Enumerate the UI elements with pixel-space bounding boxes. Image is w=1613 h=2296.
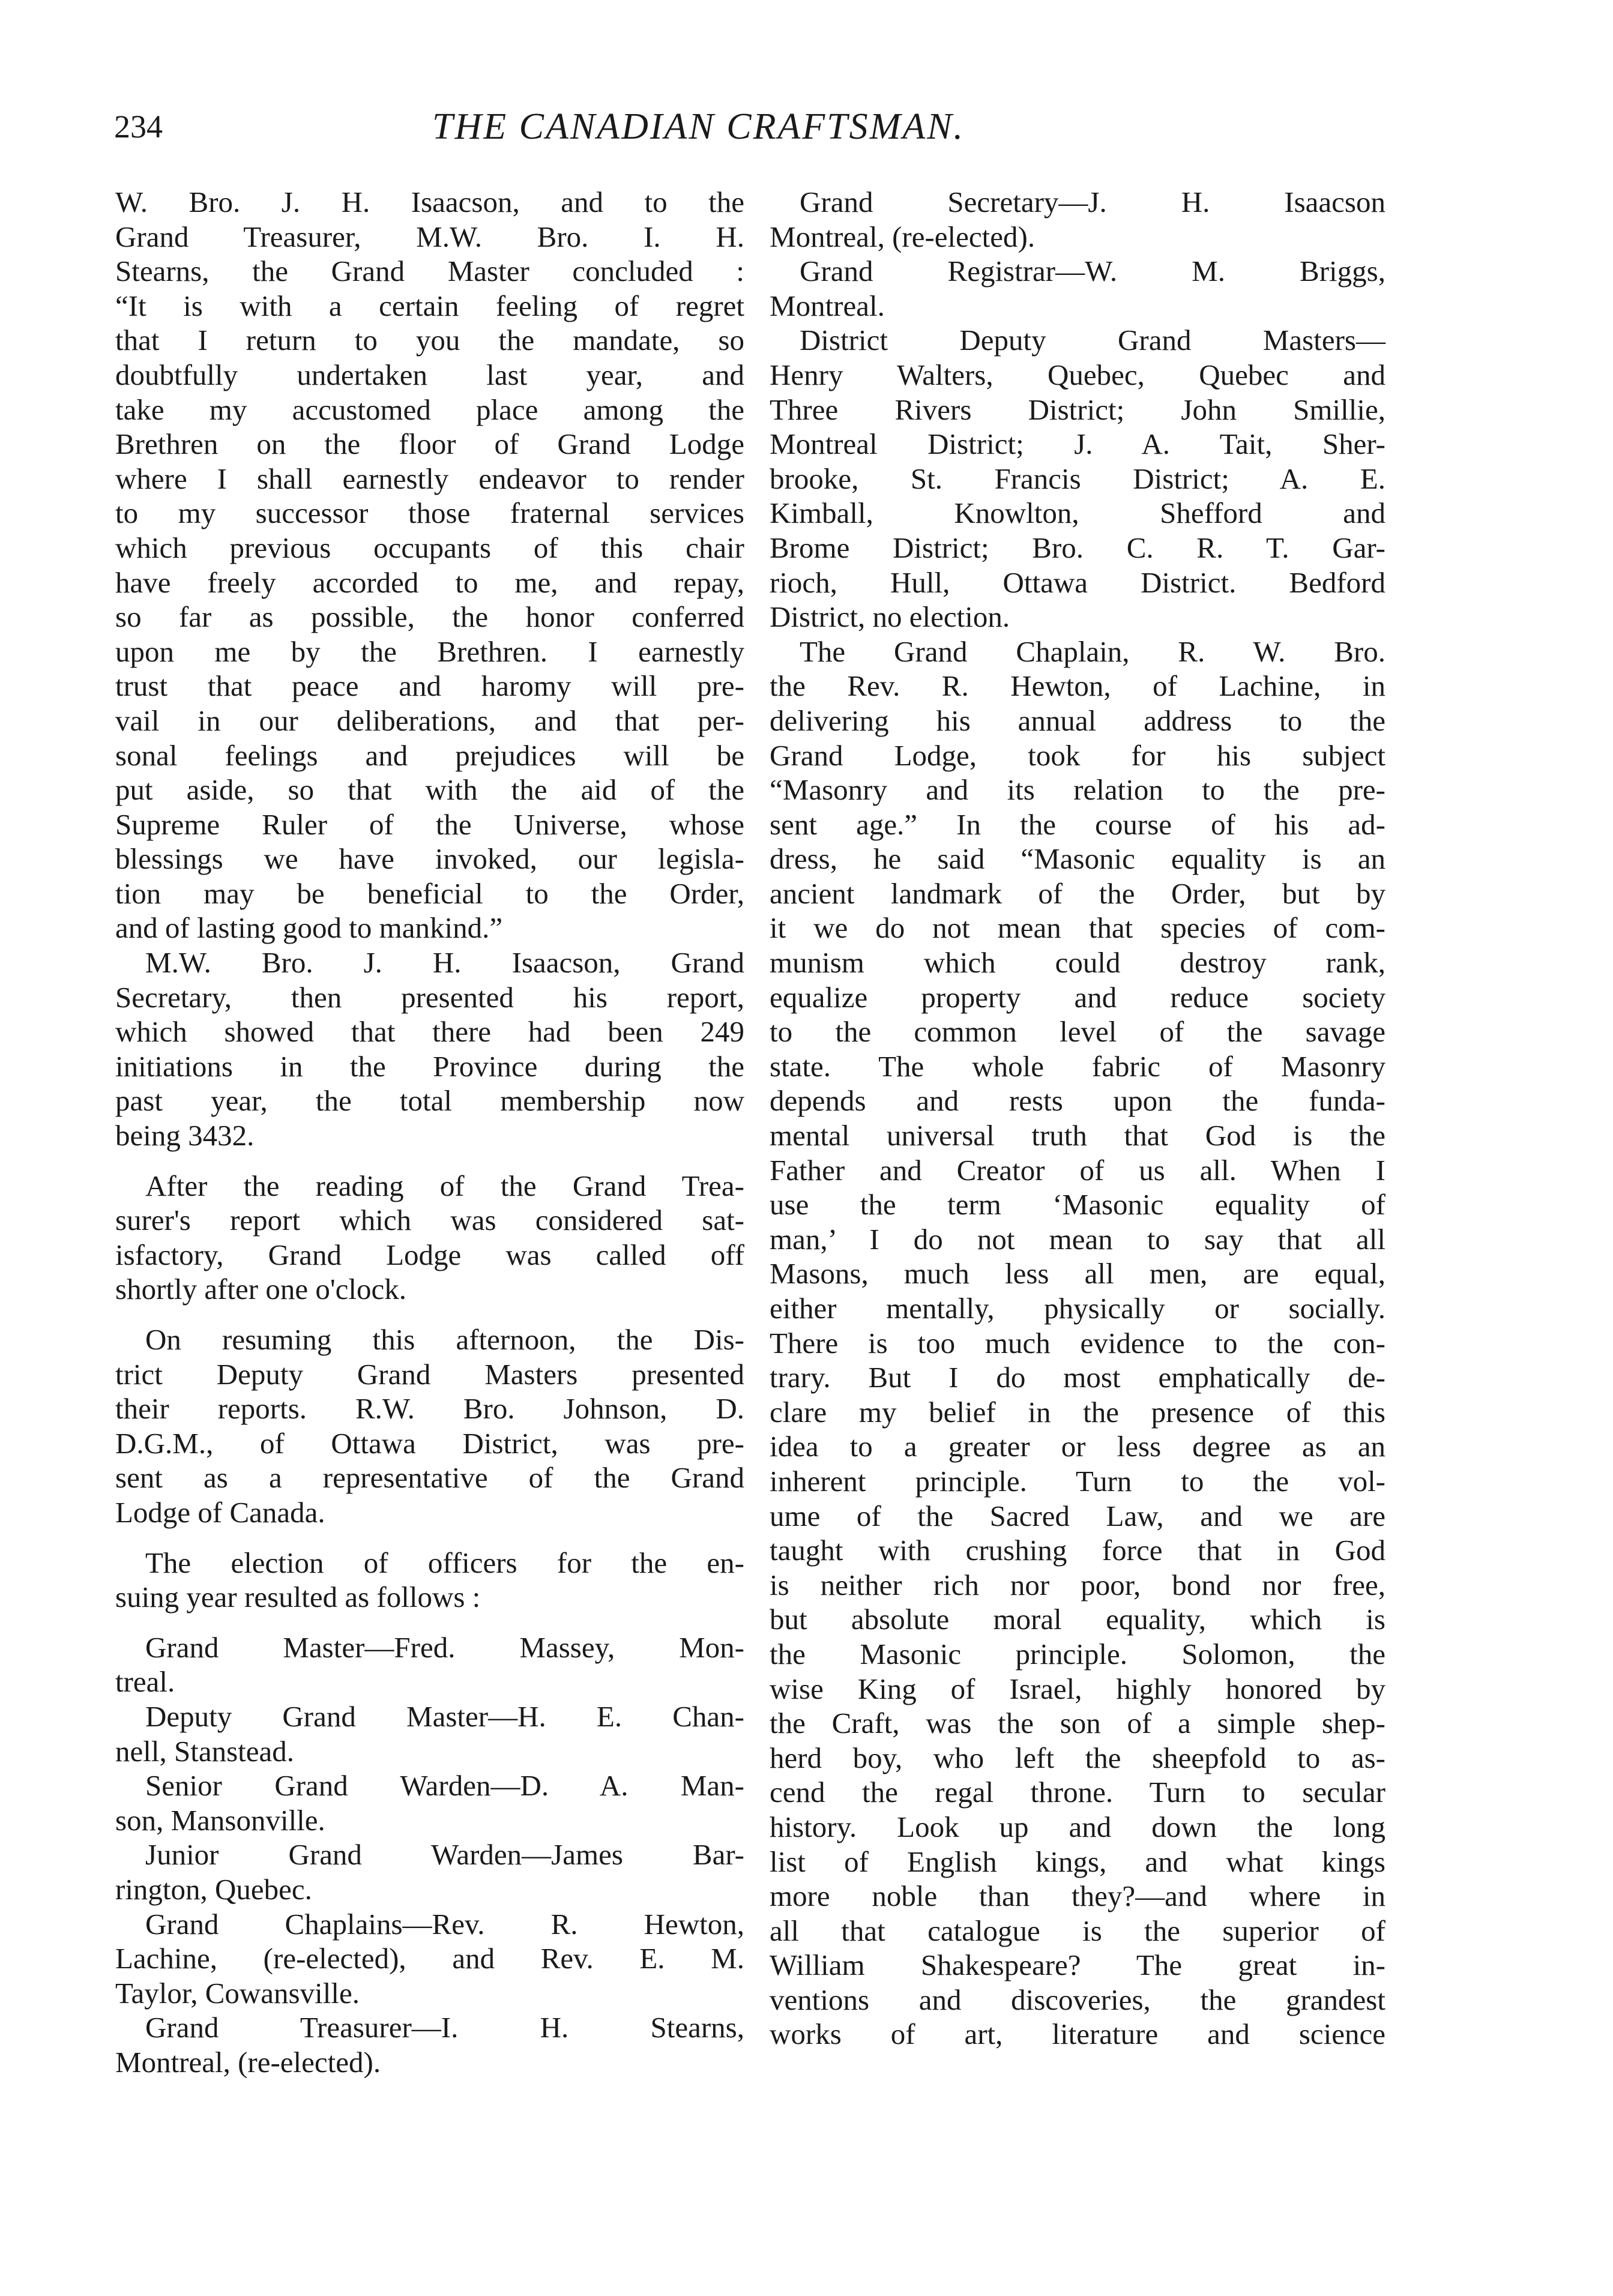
text-line: the Rev. R. Hewton, of Lachine, in (770, 669, 1385, 703)
paragraph (770, 323, 1385, 634)
text-line: ume of the Sacred Law, and we are (770, 1499, 1385, 1532)
paragraph (115, 1546, 744, 1615)
text-line: Grand Chaplains—Rev. R. Hewton, (145, 1907, 744, 1941)
text-line: Montreal, (re-elected). (115, 2045, 381, 2079)
text-line: dress, he said “Masonic equality is an (770, 842, 1385, 876)
text-line: that I return to you the mandate, so (115, 324, 744, 357)
text-line: upon me by the Brethren. I earnestly (115, 634, 744, 668)
paragraph (115, 1907, 744, 2011)
text-line: Senior Grand Warden—D. A. Man- (145, 1769, 744, 1803)
text-line: equalize property and reduce society (770, 980, 1385, 1014)
text-line: Masons, much less all men, are equal, (770, 1257, 1385, 1291)
text-line: taught with crushing force that in God (770, 1534, 1385, 1567)
text-line: Brome District; Bro. C. R. T. Gar- (770, 531, 1385, 564)
text-line: Three Rivers District; John Smillie, (770, 393, 1385, 426)
paragraph (115, 1837, 744, 1906)
text-line: Deputy Grand Master—H. E. Chan- (145, 1699, 744, 1733)
text-line: but absolute moral equality, which is (770, 1603, 1385, 1636)
text-line: suing year resulted as follows : (115, 1580, 481, 1614)
right-column (770, 185, 1385, 2052)
text-line: blessings we have invoked, our legisla- (115, 842, 744, 876)
text-line: Supreme Ruler of the Universe, whose (115, 807, 744, 841)
text-line: On resuming this afternoon, the Dis- (145, 1323, 744, 1356)
text-line: mental universal truth that God is the (770, 1119, 1385, 1153)
paragraph (770, 634, 1385, 2052)
text-line: put aside, so that with the aid of the (115, 773, 744, 807)
text-line: take my accustomed place among the (115, 393, 744, 426)
text-line: Grand Master—Fred. Massey, Mon- (145, 1630, 744, 1664)
text-line: Montreal, (re-elected). (770, 220, 1036, 253)
text-line: Father and Creator of us all. When I (770, 1153, 1385, 1187)
text-line: which showed that there had been 249 (115, 1015, 744, 1049)
text-line: and of lasting good to mankind.” (115, 911, 503, 945)
text-line: Secretary, then presented his report, (115, 980, 744, 1014)
text-line: Grand Treasurer—I. H. Stearns, (145, 2011, 744, 2044)
text-line: which previous occupants of this chair (115, 531, 744, 564)
text-line: surer's report which was considered sat- (115, 1204, 744, 1237)
left-column (115, 185, 744, 2079)
paragraph (115, 1768, 744, 1837)
text-line: Lodge of Canada. (115, 1495, 325, 1529)
text-line: man,’ I do not mean to say that all (770, 1222, 1385, 1256)
running-title: THE CANADIAN CRAFTSMAN. (432, 106, 965, 147)
text-line: depends and rests upon the funda- (770, 1084, 1385, 1118)
text-line: sent as a representative of the Grand (115, 1461, 744, 1495)
text-line: cend the regal throne. Turn to secular (770, 1776, 1385, 1809)
text-line: son, Mansonville. (115, 1803, 325, 1837)
text-line: Stearns, the Grand Master concluded : (115, 255, 744, 288)
text-line: where I shall earnestly endeavor to render (115, 462, 744, 495)
text-line: past year, the total membership now (115, 1084, 744, 1118)
paragraph (115, 945, 744, 1153)
text-line: rington, Quebec. (115, 1872, 312, 1906)
text-line: W. Bro. J. H. Isaacson, and to the (115, 185, 744, 218)
text-line: brooke, St. Francis District; A. E. (770, 462, 1385, 495)
text-line: history. Look up and down the long (770, 1810, 1385, 1843)
text-line: initiations in the Province during the (115, 1049, 744, 1083)
text-line: rioch, Hull, Ottawa District. Bedford (770, 565, 1385, 599)
text-line: Montreal. (770, 289, 885, 322)
text-line: clare my belief in the presence of this (770, 1395, 1385, 1429)
paragraph (770, 185, 1385, 254)
text-line: M.W. Bro. J. H. Isaacson, Grand (145, 946, 744, 980)
text-line: “It is with a certain feeling of regret (115, 289, 744, 322)
text-line: munism which could destroy rank, (770, 946, 1385, 980)
text-line: trust that peace and haromy will pre- (115, 669, 744, 703)
text-line: “Masonry and its relation to the pre- (770, 773, 1385, 807)
text-line: doubtfully undertaken last year, and (115, 358, 744, 391)
text-line: sent age.” In the course of his ad- (770, 807, 1385, 841)
text-line: After the reading of the Grand Trea- (145, 1169, 744, 1202)
text-line: The election of officers for the en- (145, 1546, 744, 1579)
paragraph (115, 1322, 744, 1530)
text-line: idea to a greater or less degree as an (770, 1430, 1385, 1463)
text-line: the Craft, was the son of a simple shep- (770, 1707, 1385, 1740)
text-line: Junior Grand Warden—James Bar- (145, 1838, 744, 1872)
text-line: wise King of Israel, highly honored by (770, 1672, 1385, 1705)
text-line: so far as possible, the honor conferred (115, 600, 744, 634)
text-line: ancient landmark of the Order, but by (770, 876, 1385, 910)
text-line: more noble than they?—and where in (770, 1879, 1385, 1913)
text-line: all that catalogue is the superior of (770, 1914, 1385, 1947)
text-line: list of English kings, and what kings (770, 1845, 1385, 1878)
text-line: herd boy, who left the sheepfold to as- (770, 1741, 1385, 1774)
text-line: inherent principle. Turn to the vol- (770, 1464, 1385, 1498)
text-line: D.G.M., of Ottawa District, was pre- (115, 1426, 744, 1460)
text-line: nell, Stanstead. (115, 1734, 295, 1768)
text-line: District, no election. (770, 600, 1010, 634)
text-line: either mentally, physically or socially. (770, 1292, 1385, 1325)
text-line: is neither rich nor poor, bond nor free, (770, 1568, 1385, 1601)
text-line: sonal feelings and prejudices will be (115, 738, 744, 772)
page-number: 234 (114, 109, 163, 145)
text-line: the Masonic principle. Solomon, the (770, 1637, 1385, 1671)
paragraph (770, 254, 1385, 323)
text-line: trict Deputy Grand Masters presented (115, 1357, 744, 1391)
text-line: to the common level of the savage (770, 1015, 1385, 1049)
text-line: it we do not mean that species of com- (770, 911, 1385, 945)
text-line: Henry Walters, Quebec, Quebec and (770, 358, 1385, 391)
text-line: ventions and discoveries, the grandest (770, 1983, 1385, 2016)
text-line: use the term ‘Masonic equality of (770, 1188, 1385, 1222)
paragraph (115, 1699, 744, 1768)
text-line: District Deputy Grand Masters— (800, 324, 1385, 357)
paragraph (115, 1169, 744, 1307)
text-line: Grand Lodge, took for his subject (770, 738, 1385, 772)
text-line: shortly after one o'clock. (115, 1273, 407, 1306)
text-line: Kimball, Knowlton, Shefford and (770, 496, 1385, 530)
text-line: vail in our deliberations, and that per- (115, 704, 744, 737)
text-line: treal. (115, 1665, 175, 1699)
text-line: works of art, literature and science (770, 2017, 1385, 2051)
paragraph (115, 185, 744, 945)
text-line: have freely accorded to me, and repay, (115, 565, 744, 599)
text-line: Brethren on the floor of Grand Lodge (115, 427, 744, 461)
text-line: The Grand Chaplain, R. W. Bro. (800, 634, 1385, 668)
text-line: their reports. R.W. Bro. Johnson, D. (115, 1392, 744, 1426)
text-line: delivering his annual address to the (770, 704, 1385, 737)
text-line: state. The whole fabric of Masonry (770, 1049, 1385, 1083)
paragraph (115, 2010, 744, 2079)
text-line: trary. But I do most emphatically de- (770, 1361, 1385, 1394)
text-line: Grand Registrar—W. M. Briggs, (800, 255, 1385, 288)
text-line: Taylor, Cowansville. (115, 1976, 360, 2010)
text-line: There is too much evidence to the con- (770, 1326, 1385, 1360)
text-line: Grand Treasurer, M.W. Bro. I. H. (115, 220, 744, 253)
text-line: isfactory, Grand Lodge was called off (115, 1238, 744, 1271)
text-line: tion may be beneficial to the Order, (115, 876, 744, 910)
text-line: Lachine, (re-elected), and Rev. E. M. (115, 1942, 744, 1975)
text-line: to my successor those fraternal services (115, 496, 744, 530)
paragraph (115, 1630, 744, 1699)
text-line: William Shakespeare? The great in- (770, 1948, 1385, 1982)
text-line: Grand Secretary—J. H. Isaacson (800, 185, 1385, 218)
text-line: Montreal District; J. A. Tait, Sher- (770, 427, 1385, 461)
text-line: being 3432. (115, 1119, 255, 1153)
